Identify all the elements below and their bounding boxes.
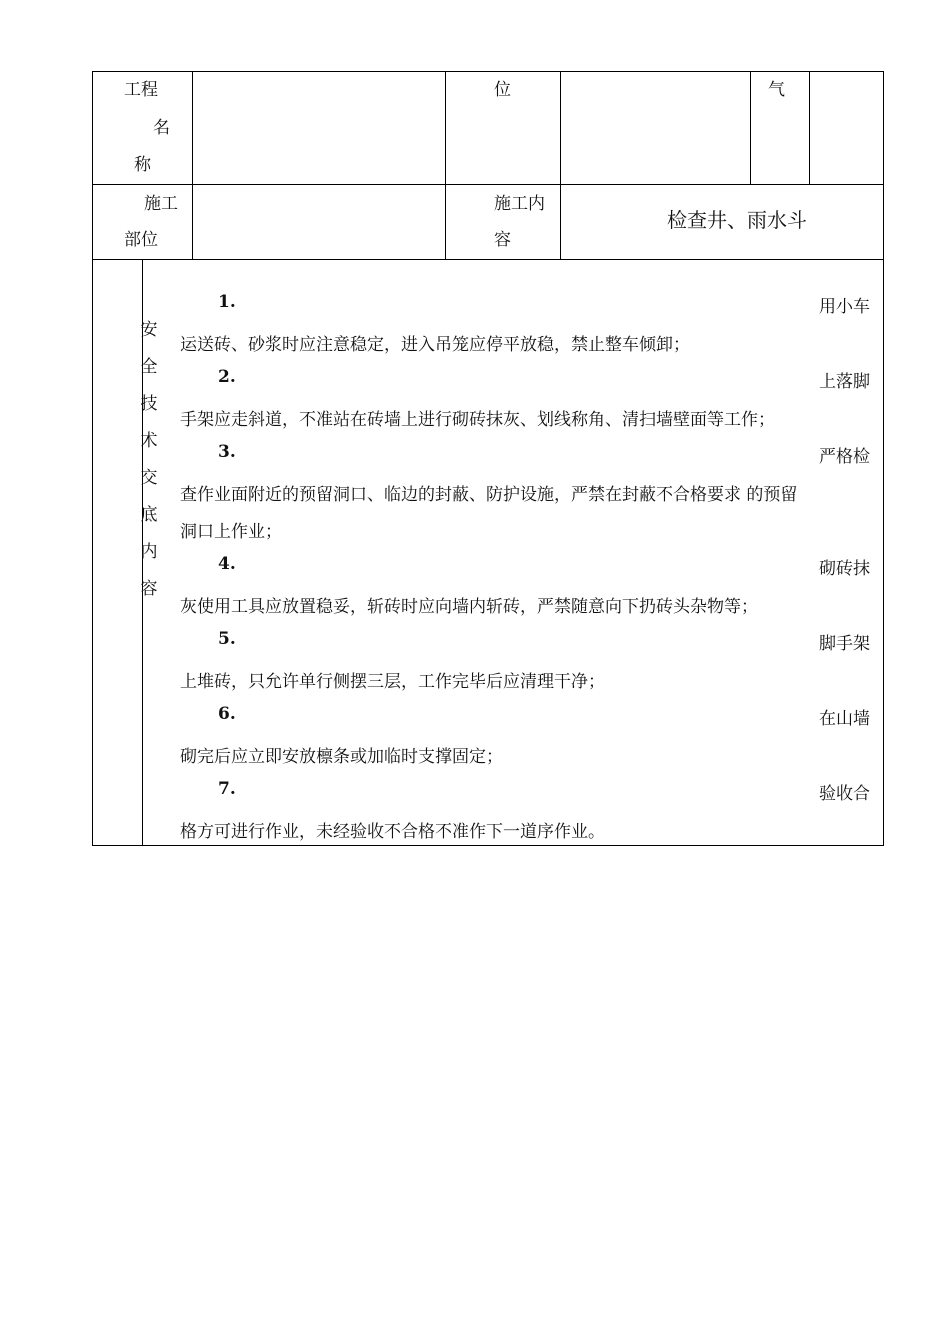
- col-divider: [445, 71, 446, 260]
- section-label-char: 术: [140, 431, 158, 451]
- item-text: 灰使用工具应放置稳妥，斩砖时应向墙内斩砖，严禁随意向下扔砖头杂物等；: [180, 597, 758, 617]
- section-label-char: 容: [140, 579, 158, 599]
- project-name-label-1: 工程: [124, 80, 158, 100]
- section-label-char: 底: [140, 505, 158, 525]
- content-label-2: 容: [494, 230, 511, 250]
- section-label-char: 技: [140, 394, 158, 414]
- safety-briefing-table: [92, 71, 884, 846]
- position-label: 位: [494, 80, 511, 100]
- site-label-1: 施工: [144, 194, 178, 214]
- project-name-label-3: 称: [134, 155, 151, 175]
- section-label-char: 安: [140, 320, 158, 340]
- item-text: 手架应走斜道，不准站在砖墙上进行砌砖抹灰、划线称角、清扫墙壁面等工作；: [180, 410, 775, 430]
- item-lead: 在山墙: [819, 709, 870, 729]
- item-lead: 验收合: [819, 784, 870, 804]
- item-lead: 砌砖抹: [819, 559, 870, 579]
- item-lead: 脚手架: [819, 634, 870, 654]
- item-lead: 上落脚: [819, 372, 870, 392]
- item-number: 2.: [218, 367, 236, 387]
- item-text: 洞口上作业；: [180, 522, 282, 542]
- weather-label: 气: [768, 80, 785, 100]
- col-divider: [809, 71, 810, 185]
- item-text: 上堆砖，只允许单行侧摆三层，工作完毕后应清理干净；: [180, 672, 605, 692]
- col-divider: [750, 71, 751, 185]
- section-label-char: 交: [140, 468, 158, 488]
- item-text: 查作业面附近的预留洞口、临边的封蔽、防护设施，严禁在封蔽不合格要求 的预留: [180, 485, 798, 505]
- site-label-2: 部位: [124, 230, 158, 250]
- content-label-1: 施工内: [494, 194, 545, 214]
- item-number: 4.: [218, 554, 236, 574]
- item-lead: 严格检: [819, 447, 870, 467]
- section-label: [138, 312, 160, 608]
- item-text: 运送砖、砂浆时应注意稳定，进入吊笼应停平放稳，禁止整车倾卸；: [180, 335, 690, 355]
- col-divider: [192, 71, 193, 260]
- project-name-label-2: 名: [153, 118, 170, 138]
- content-value: 检查井、雨水斗: [667, 208, 807, 232]
- item-number: 6.: [218, 704, 236, 724]
- item-number: 1.: [218, 292, 236, 312]
- row-divider: [92, 259, 884, 260]
- item-number: 5.: [218, 629, 236, 649]
- col-divider: [560, 71, 561, 260]
- row-divider: [92, 184, 884, 185]
- item-text: 砌完后应立即安放檩条或加临时支撑固定；: [180, 747, 503, 767]
- section-label-char: 内: [140, 542, 158, 562]
- item-text: 格方可进行作业，未经验收不合格不准作下一道序作业。: [180, 822, 605, 842]
- section-label-char: 全: [140, 357, 158, 377]
- item-number: 3.: [218, 442, 236, 462]
- item-number: 7.: [218, 779, 236, 799]
- item-lead: 用小车: [819, 297, 870, 317]
